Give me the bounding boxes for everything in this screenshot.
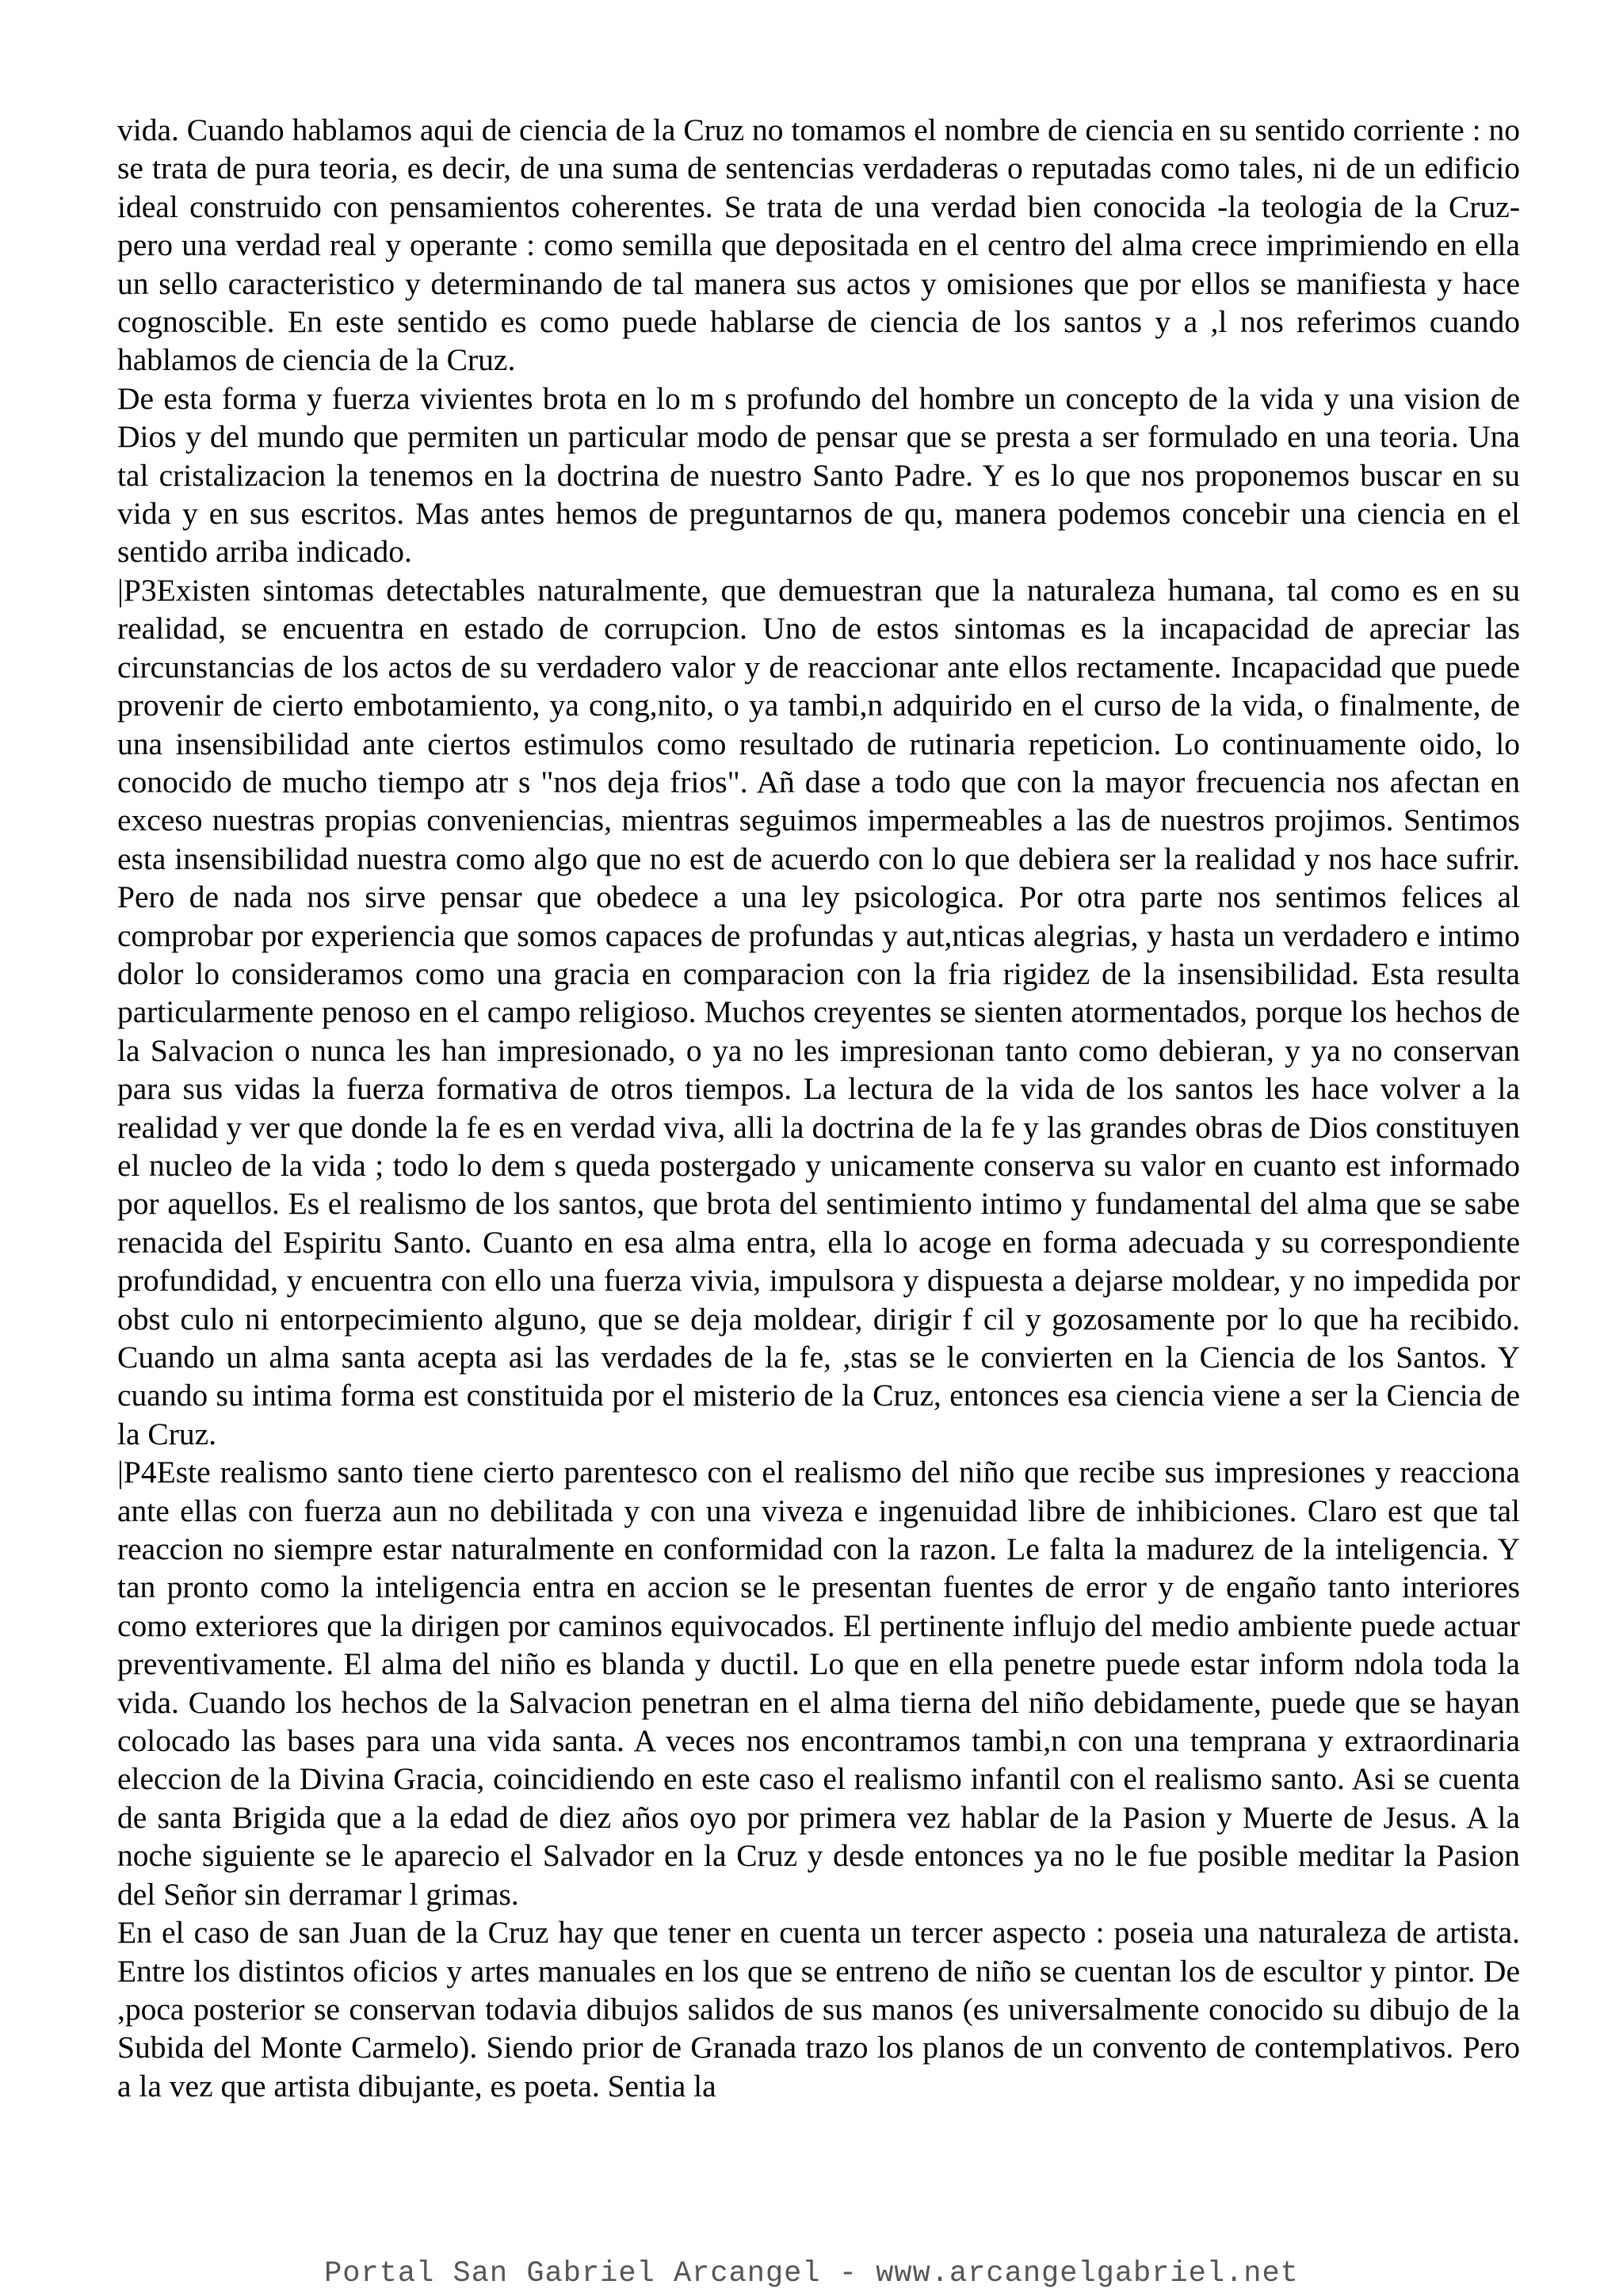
- paragraph-2: De esta forma y fuerza vivientes brota en lo m s profundo del hombre un concepto de la vida y una vision de Dios y del mundo que permiten un particular modo de pensar que se presta a ser formulado en una teoria. Una tal cristalizacion la tenemos en la doctrina de nuestro Santo Padre. Y es lo que nos proponemos buscar en su vida y en sus escritos. Mas antes hemos de preguntarnos de qu, manera podemos concebir una ciencia en el sentido arriba indicado.: [117, 380, 1520, 570]
- document-body: [117, 111, 1520, 2105]
- paragraph-5: En el caso de san Juan de la Cruz hay que tener en cuenta un tercer aspecto : poseia una naturaleza de artista. Entre los distintos oficios y artes manuales en los que se entreno de niño se cuentan los de escultor y pintor. De ,poca posterior se conservan todavia dibujos salidos de sus manos (es universalmente conocido su dibujo de la Subida del Monte Carmelo). Siendo prior de Granada trazo los planos de un convento de contemplativos. Pero a la vez que artista dibujante, es poeta. Sentia la: [117, 1915, 1520, 2103]
- paragraph-4: |P4Este realismo santo tiene cierto parentesco con el realismo del niño que recibe sus impresiones y reacciona ante ellas con fuerza aun no debilitada y con una viveza e ingenuidad libre de inhibiciones. Claro est que tal reaccion no siempre estar naturalmente en conformidad con la razon. Le falta la madurez de la inteligencia. Y tan pronto como la inteligencia entra en accion se le presentan fuentes de error y de engaño tanto interiores como exteriores que la dirigen por caminos equivocados. El pertinente influjo del medio ambiente puede actuar preventivamente. El alma del niño es blanda y ductil. Lo que en ella penetre puede estar inform ndola toda la vida. Cuando los hechos de la Salvacion penetran en el alma tierna del niño debidamente, puede que se hayan colocado las bases para una vida santa. A veces nos encontramos tambi,n con una temprana y extraordinaria eleccion de la Divina Gracia, coincidiendo en este caso el realismo infantil con el realismo santo. Asi se cuenta de santa Brigida que a la edad de diez años oyo por primera vez hablar de la Pasion y Muerte de Jesus. A la noche siguiente se le aparecio el Salvador en la Cruz y desde entonces ya no le fue posible meditar la Pasion del Señor sin derramar l grimas.: [117, 1455, 1520, 1912]
- paragraph-1: vida. Cuando hablamos aqui de ciencia de la Cruz no tomamos el nombre de ciencia en su sentido corriente : no se trata de pura teoria, es decir, de una suma de sentencias verdaderas o reputadas como tales, ni de un edificio ideal construido con pensamientos coherentes. Se trata de una verdad bien conocida -la teologia de la Cruz- pero una verdad real y operante : como semilla que depositada en el centro del alma crece imprimiendo en ella un sello caracteristico y determinando de tal manera sus actos y omisiones que por ellos se manifiesta y hace cognoscible. En este sentido es como puede hablarse de ciencia de los santos y a ,l nos referimos cuando hablamos de ciencia de la Cruz.: [117, 113, 1520, 378]
- paragraph-3: |P3Existen sintomas detectables naturalmente, que demuestran que la naturaleza humana, tal como es en su realidad, se encuentra en estado de corrupcion. Uno de estos sintomas es la incapacidad de apreciar las circunstancias de los actos de su verdadero valor y de reaccionar ante ellos rectamente. Incapacidad que puede provenir de cierto embotamiento, ya cong,nito, o ya tambi,n adquirido en el curso de la vida, o finalmente, de una insensibilidad ante ciertos estimulos como resultado de rutinaria repeticion. Lo continuamente oido, lo conocido de mucho tiempo atr s "nos deja frios". Añ dase a todo que con la mayor frecuencia nos afectan en exceso nuestras propias conveniencias, mientras seguimos impermeables a las de nuestros projimos. Sentimos esta insensibilidad nuestra como algo que no est de acuerdo con lo que debiera ser la realidad y nos hace sufrir. Pero de nada nos sirve pensar que obedece a una ley psicologica. Por otra parte nos sentimos felices al comprobar por experiencia que somos capaces de profundas y aut,nticas alegrias, y hasta un verdadero e intimo dolor lo consideramos como una gracia en comparacion con la fria rigidez de la insensibilidad. Esta resulta particularmente penoso en el campo religioso. Muchos creyentes se sienten atormentados, porque los hechos de la Salvacion o nunca les han impresionado, o ya no les impresionan tanto como debieran, y ya no conservan para sus vidas la fuerza formativa de otros tiempos. La lectura de la vida de los santos les hace volver a la realidad y ver que donde la fe es en verdad viva, alli la doctrina de la fe y las grandes obras de Dios constituyen el nucleo de la vida ; todo lo dem s queda postergado y unicamente conserva su valor en cuanto est informado por aquellos. Es el realismo de los santos, que brota del sentimiento intimo y fundamental del alma que se sabe renacida del Espiritu Santo. Cuanto en esa alma entra, ella lo acoge en forma adecuada y su correspondiente profundidad, y encuentra con ello una fuerza vivia, impulsora y dispuesta a dejarse moldear, y no impedida por obst culo ni entorpecimiento alguno, que se deja moldear, dirigir f cil y gozosamente por lo que ha recibido. Cuando un alma santa acepta asi las verdades de la fe, ,stas se le convierten en la Ciencia de los Santos. Y cuando su intima forma est constituida por el misterio de la Cruz, entonces esa ciencia viene a ser la Ciencia de la Cruz.: [117, 572, 1520, 1451]
- page-footer: Portal San Gabriel Arcangel - www.arcangelgabriel.net: [324, 2257, 1299, 2290]
